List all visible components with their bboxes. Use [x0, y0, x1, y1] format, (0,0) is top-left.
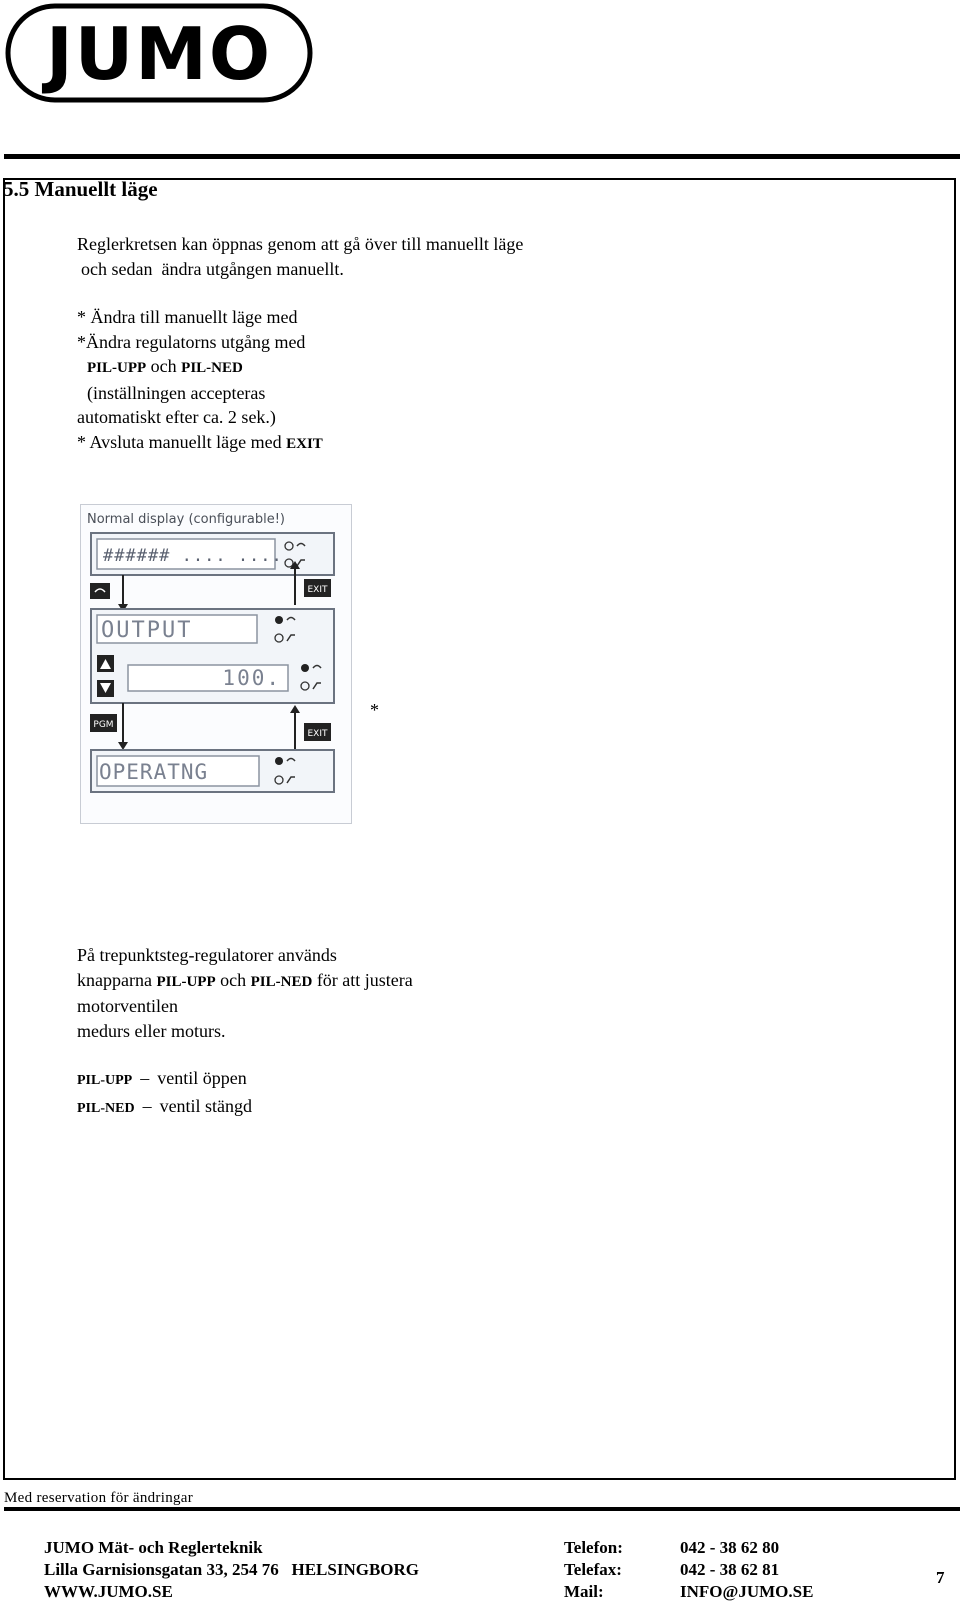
jumo-logo: [5, 3, 313, 103]
instruction-step: *Ändra regulatorns utgång med: [77, 331, 306, 352]
trepunkt-text: för att justera: [316, 969, 413, 990]
operating-display-panel: [91, 750, 334, 792]
footer-address: [44, 1537, 419, 1603]
instruction-list: [77, 305, 323, 456]
display-value: 100.: [222, 666, 281, 690]
phone-label: Telefon:: [564, 1538, 623, 1557]
pgm-key-label: PGM: [93, 720, 114, 730]
instruction-note: automatiskt efter ca. 2 sek.): [77, 407, 276, 427]
trepunkt-line: [77, 968, 413, 995]
page-number: 7: [936, 1568, 945, 1587]
intro-line: Reglerkretsen kan öppnas genom att gå över till manuellt läge: [77, 234, 524, 254]
key-up-label: PIL-UPP: [156, 973, 216, 990]
footer-street: Lilla Garnisionsgatan 33, 254 76 HELSINGBORG: [44, 1560, 420, 1579]
mail-link[interactable]: INFO@JUMO.SE: [680, 1582, 814, 1601]
footer-contact-values: [680, 1537, 813, 1603]
footer-contact-labels: [564, 1537, 623, 1603]
output-display-panel: [91, 609, 334, 703]
instruction-note: (inställningen accepteras: [87, 382, 266, 403]
logo-text: JUMO: [45, 12, 273, 96]
key-up-label: PIL-UPP: [87, 360, 147, 376]
trepunkt-line: motorventilen: [77, 996, 178, 1016]
key-down-label: PIL-NED: [250, 973, 313, 990]
legend-row: [77, 1066, 252, 1094]
conjunction: och: [150, 356, 177, 376]
phone-number: 042 - 38 62 80: [680, 1538, 780, 1557]
fax-label: Telefax:: [564, 1560, 622, 1579]
arrow-keys-line: [77, 354, 323, 381]
trepunkt-text: och: [220, 969, 247, 990]
key-down-label: PIL-NED: [77, 1100, 135, 1116]
header-rule: [4, 154, 960, 159]
intro-line: och sedan ändra utgången manuellt.: [81, 258, 344, 279]
exit-key-label: EXIT: [307, 729, 328, 739]
intro-paragraph: [77, 232, 523, 281]
figure-asterisk: *: [370, 700, 379, 720]
manual-key-icon: [90, 583, 110, 599]
display-flow-figure: [80, 504, 352, 824]
instruction-step: * Ändra till manuellt läge med: [77, 307, 298, 327]
key-exit-label: EXIT: [286, 435, 323, 452]
display-operating-text: OPERATNG: [99, 760, 209, 784]
trepunkt-paragraph: [77, 943, 413, 1043]
display-output-text: OUTPUT: [101, 618, 193, 643]
footer-company: JUMO Mät- och Reglerteknik: [44, 1538, 263, 1557]
legend-dash: –: [142, 1095, 152, 1116]
trepunkt-line: På trepunktsteg-regulatorer används: [77, 945, 337, 965]
display-segments: ###### .... ....: [103, 546, 283, 566]
legend-text: ventil öppen: [157, 1068, 247, 1088]
instruction-step: [77, 430, 323, 457]
step3-text: * Avsluta manuellt läge med: [77, 431, 282, 452]
footer-rule: [4, 1507, 960, 1511]
section-title: 5.5 Manuellt läge: [3, 177, 158, 201]
valve-legend: [77, 1066, 252, 1121]
trepunkt-line: medurs eller moturs.: [77, 1020, 226, 1041]
legend-row: [77, 1094, 252, 1122]
figure-caption: Normal display (configurable!): [87, 512, 286, 527]
fax-number: 042 - 38 62 81: [680, 1560, 780, 1579]
legend-dash: –: [140, 1068, 150, 1088]
mail-label: Mail:: [564, 1582, 604, 1601]
legend-text: ventil stängd: [159, 1095, 253, 1116]
trepunkt-text: knapparna: [77, 969, 152, 990]
exit-key-label: EXIT: [307, 585, 328, 595]
key-down-label: PIL-NED: [181, 360, 243, 376]
key-up-label: PIL-UPP: [77, 1073, 133, 1088]
footer-web-link[interactable]: WWW.JUMO.SE: [44, 1582, 173, 1601]
reservation-note: Med reservation för ändringar: [4, 1490, 194, 1506]
